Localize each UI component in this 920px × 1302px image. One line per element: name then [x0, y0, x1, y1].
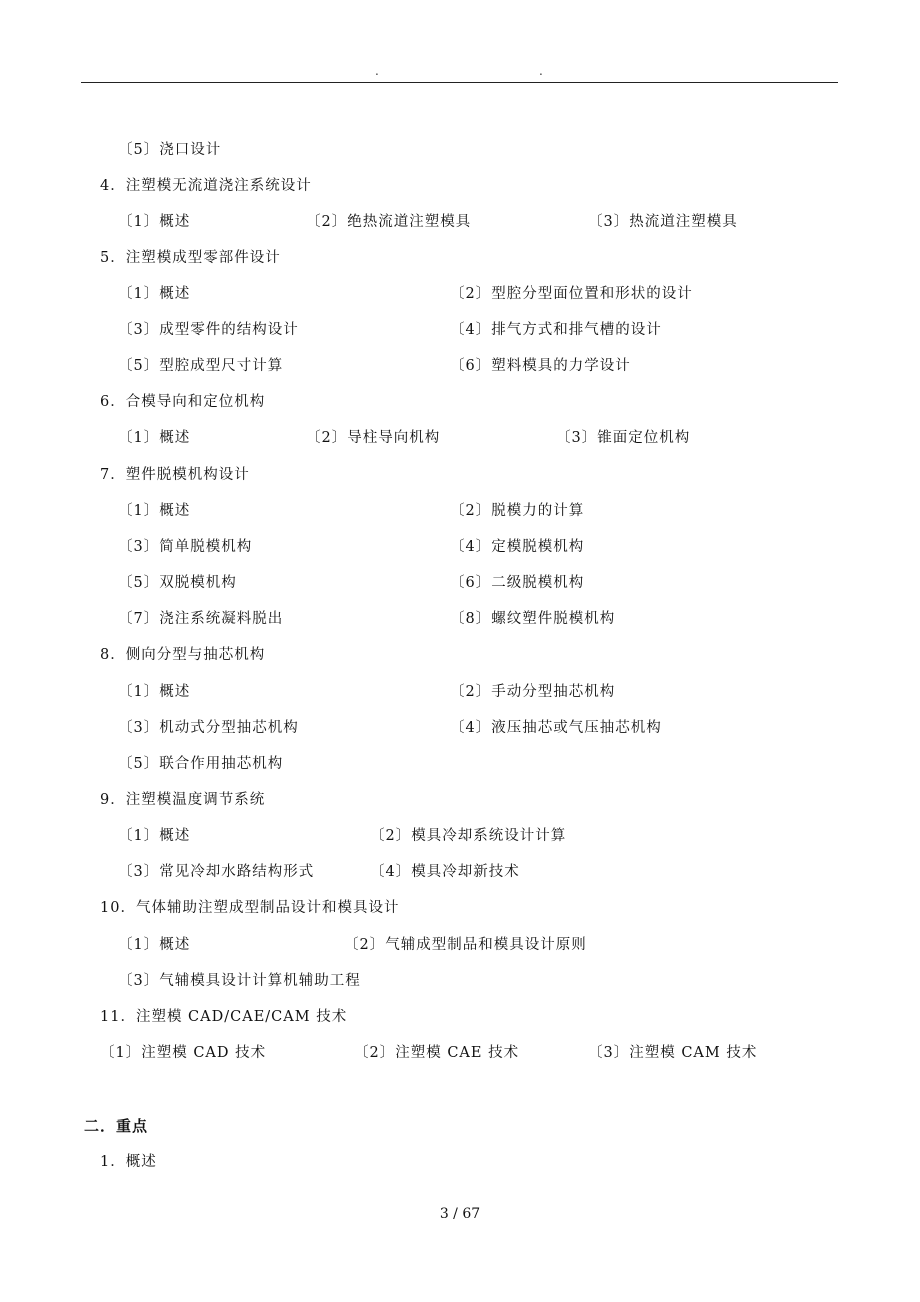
- section-heading: 4．注塑模无流道浇注系统设计: [100, 178, 312, 194]
- list-item: 〔3〕锥面定位机构: [556, 430, 691, 446]
- list-item: 〔2〕型腔分型面位置和形状的设计: [450, 286, 693, 302]
- list-item: 〔1〕概述: [118, 286, 191, 302]
- list-item: 〔3〕简单脱模机构: [118, 539, 253, 555]
- list-item: 〔2〕注塑模 CAE 技术: [354, 1045, 520, 1061]
- section-heading: 1．概述: [100, 1154, 157, 1170]
- section-heading: 11．注塑模 CAD/CAE/CAM 技术: [100, 1009, 348, 1025]
- header-dot-left: .: [375, 64, 379, 78]
- list-item: 〔4〕模具冷却新技术: [370, 864, 520, 880]
- list-item: 〔5〕联合作用抽芯机构: [118, 756, 284, 772]
- list-item: 〔5〕浇口设计: [118, 142, 222, 158]
- list-item: 〔2〕脱模力的计算: [450, 503, 585, 519]
- list-item: 〔1〕注塑模 CAD 技术: [100, 1045, 267, 1061]
- list-item: 〔3〕机动式分型抽芯机构: [118, 720, 299, 736]
- header-dot-right: .: [539, 64, 543, 78]
- list-item: 〔1〕概述: [118, 937, 191, 953]
- list-item: 〔6〕二级脱模机构: [450, 575, 585, 591]
- list-item: 〔3〕常见冷却水路结构形式: [118, 864, 315, 880]
- list-item: 〔6〕塑料模具的力学设计: [450, 358, 631, 374]
- section-heading: 5．注塑模成型零部件设计: [100, 250, 281, 266]
- list-item: 〔1〕概述: [118, 214, 191, 230]
- section-heading: 7．塑件脱模机构设计: [100, 467, 250, 483]
- list-item: 〔3〕热流道注塑模具: [588, 214, 738, 230]
- section-heading: 8．侧向分型与抽芯机构: [100, 647, 266, 663]
- list-item: 〔2〕气辅成型制品和模具设计原则: [344, 937, 587, 953]
- list-item: 〔5〕双脱模机构: [118, 575, 237, 591]
- list-item: 〔1〕概述: [118, 503, 191, 519]
- list-item: 〔2〕手动分型抽芯机构: [450, 684, 616, 700]
- list-item: 〔3〕注塑模 CAM 技术: [588, 1045, 758, 1061]
- list-item: 〔1〕概述: [118, 430, 191, 446]
- list-item: 〔4〕液压抽芯或气压抽芯机构: [450, 720, 662, 736]
- list-item: 〔4〕定模脱模机构: [450, 539, 585, 555]
- list-item: 〔1〕概述: [118, 684, 191, 700]
- list-item: 〔4〕排气方式和排气槽的设计: [450, 322, 662, 338]
- section-title: 二．重点: [84, 1117, 149, 1135]
- list-item: 〔7〕浇注系统凝料脱出: [118, 611, 284, 627]
- list-item: 〔2〕绝热流道注塑模具: [306, 214, 472, 230]
- list-item: 〔1〕概述: [118, 828, 191, 844]
- list-item: 〔3〕气辅模具设计计算机辅助工程: [118, 973, 361, 989]
- list-item: 〔2〕导柱导向机构: [306, 430, 441, 446]
- section-heading: 10．气体辅助注塑成型制品设计和模具设计: [100, 900, 400, 916]
- list-item: 〔5〕型腔成型尺寸计算: [118, 358, 284, 374]
- list-item: 〔8〕螺纹塑件脱模机构: [450, 611, 616, 627]
- page-number: 3 / 67: [439, 1206, 481, 1222]
- section-heading: 6．合模导向和定位机构: [100, 394, 266, 410]
- section-heading: 9．注塑模温度调节系统: [100, 792, 266, 808]
- header-rule: [81, 82, 838, 83]
- list-item: 〔2〕模具冷却系统设计计算: [370, 828, 567, 844]
- list-item: 〔3〕成型零件的结构设计: [118, 322, 299, 338]
